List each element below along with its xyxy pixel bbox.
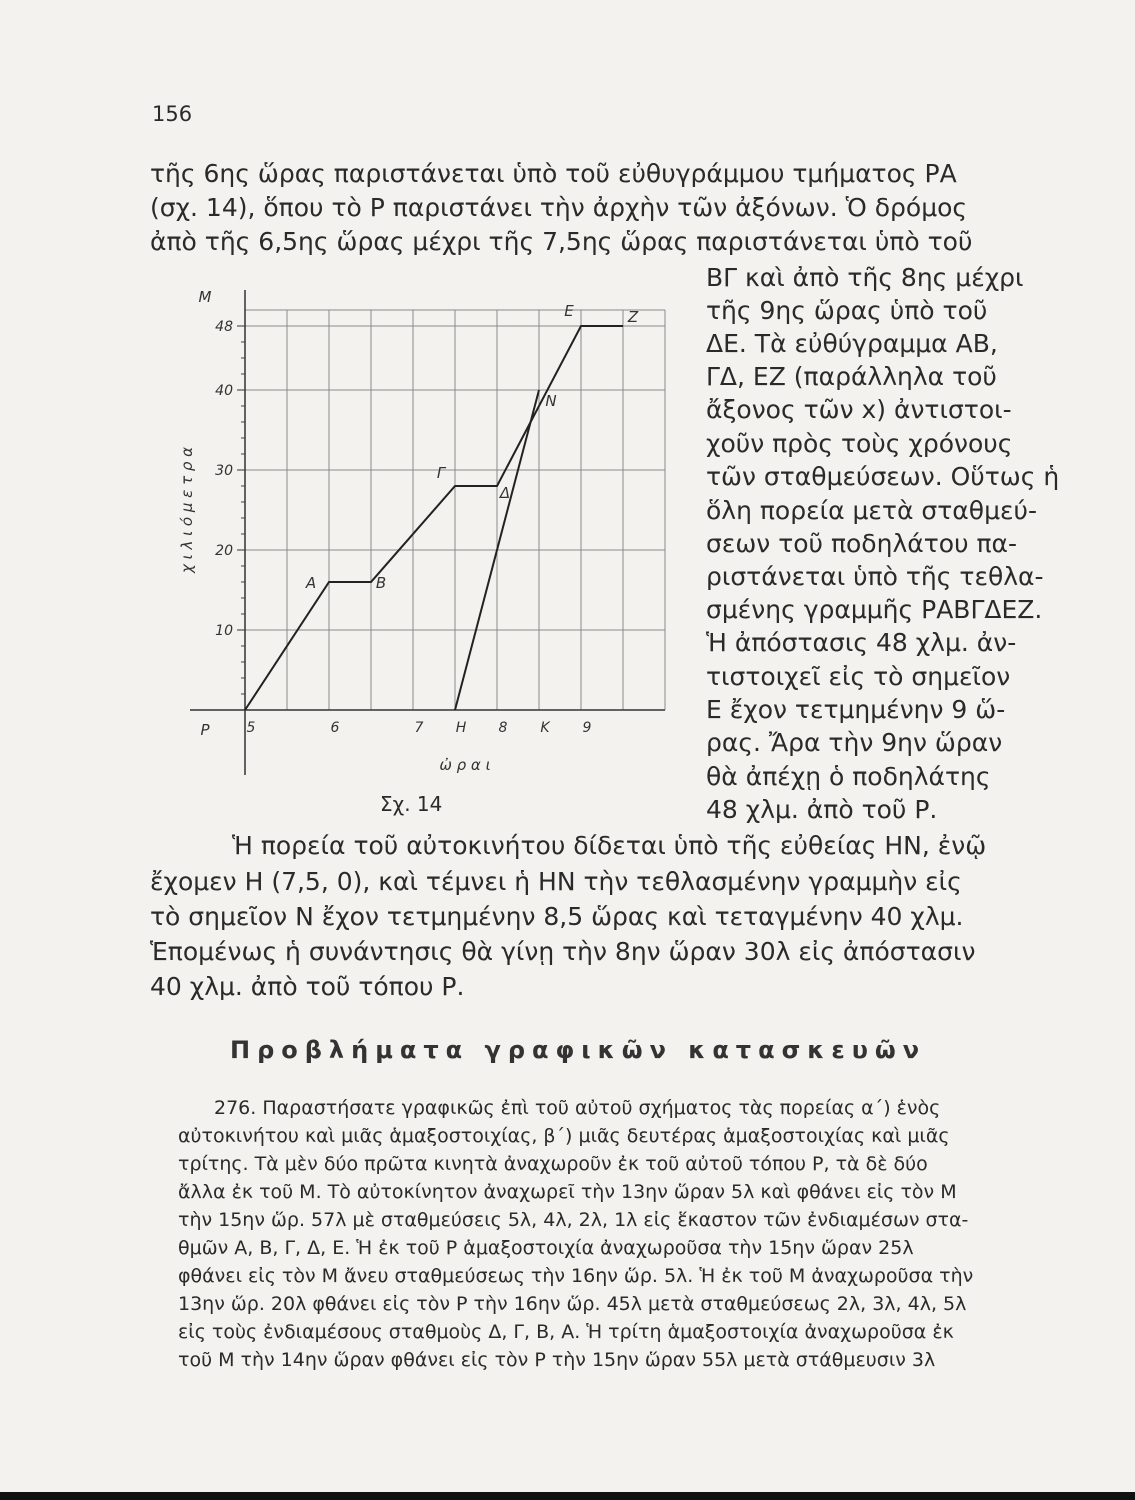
text-line: Ε ἔχον τετμημένην 9 ὥ- (706, 695, 1006, 724)
x-point-label: Η (455, 720, 467, 736)
bicycle-path-line (245, 326, 623, 710)
problem-line: αὐτοκινήτου καὶ μιᾶς ἁμαξοστοιχίας, β΄) μιᾶς δευτέρας ἁμαξοστοιχίας καὶ μιᾶς (178, 1125, 950, 1147)
text-line: χοῦν πρὸς τοὺς χρόνους (706, 429, 1013, 458)
x-axis-label: ὠ ρ α ι (439, 756, 491, 774)
figure-caption: Σχ. 14 (380, 792, 443, 816)
point-label: Ε (564, 302, 574, 320)
point-label: Ν (545, 392, 557, 410)
y-tick-label: 30 (215, 463, 233, 479)
text-line: τῆς 6ης ὥρας παριστάνεται ὑπὸ τοῦ εὐθυγράμμου τμήματος ΡΑ (150, 159, 957, 188)
text-line: τὸ σημεῖον Ν ἔχον τετμημένην 8,5 ὥρας καὶ τεταγμένην 40 χλμ. (150, 902, 964, 931)
text-line: τῶν σταθμεύσεων. Οὕτως ἡ (706, 462, 1060, 491)
y-tick-label: 20 (215, 543, 233, 559)
x-tick-label: 8 (498, 720, 508, 736)
text-line: ΒΓ καὶ ἀπὸ τῆς 8ης μέχρι (706, 263, 1024, 292)
y-tick-label: 40 (215, 383, 233, 399)
y-axis-letter: Μ (198, 288, 212, 306)
text-line: τιστοιχεῖ εἰς τὸ σημεῖον (706, 662, 1011, 691)
problem-line: εἰς τοὺς ἐνδιαμέσους σταθμοὺς Δ, Γ, Β, Α. Ἡ τρίτη ἁμαξοστοιχία ἀναχωροῦσα ἐκ (178, 1321, 954, 1343)
page-number: 156 (152, 102, 193, 126)
text-line: Ἑπομένως ἡ συνάντησις θὰ γίνῃ τὴν 8ην ὥραν 30λ εἰς ἀπόστασιν (150, 937, 976, 966)
text-line: ἀπὸ τῆς 6,5ης ὥρας μέχρι τῆς 7,5ης ὥρας παριστάνεται ὑπὸ τοῦ (150, 227, 973, 256)
text-line: ἔχομεν Η (7,5, 0), καὶ τέμνει ἡ ΗΝ τὴν τεθλασμένην γραμμὴν εἰς (150, 867, 962, 896)
point-label: Δ (499, 484, 511, 502)
text-line: θὰ ἀπέχῃ ὁ ποδηλάτης (706, 762, 991, 791)
text-line: Ἡ πορεία τοῦ αὐτοκινήτου δίδεται ὑπὸ τῆς εὐθείας ΗΝ, ἐνῷ (232, 831, 987, 860)
text-line: 48 χλμ. ἀπὸ τοῦ Ρ. (706, 795, 938, 824)
text-line: ὅλη πορεία μετὰ σταθμεύ- (706, 496, 1037, 525)
problem-line: τοῦ Μ τὴν 14ην ὥραν φθάνει εἰς τὸν Ρ τὴν 15ην ὥραν 55λ μετὰ στάθμευσιν 3λ (178, 1349, 936, 1371)
point-label: Ζ (627, 308, 639, 326)
problem-line: τρίτης. Τὰ μὲν δύο πρῶτα κινητὰ ἀναχωροῦν ἐκ τοῦ αὐτοῦ τόπου Ρ, τὰ δὲ δύο (178, 1153, 928, 1175)
y-tick-label: 10 (215, 623, 233, 639)
text-line: ρας. Ἄρα τὴν 9ην ὥραν (706, 728, 1003, 757)
x-tick-label: 7 (414, 720, 424, 736)
problem-line: ἄλλα ἐκ τοῦ Μ. Τὸ αὐτοκίνητον ἀναχωρεῖ τὴν 13ην ὥραν 5λ καὶ φθάνει εἰς τὸν Μ (178, 1181, 957, 1203)
origin-label: Ρ (200, 721, 210, 739)
x-tick-label: 9 (582, 720, 592, 736)
x-tick-label: 6 (330, 720, 340, 736)
text-line: τῆς 9ης ὥρας ὑπὸ τοῦ (706, 296, 988, 325)
problem-line: 276. Παραστήσατε γραφικῶς ἐπὶ τοῦ αὐτοῦ σχήματος τὰς πορείας α΄) ἑνὸς (214, 1097, 941, 1119)
problem-line: 13ην ὥρ. 20λ φθάνει εἰς τὸν Ρ τὴν 16ην ὥρ. 45λ μετὰ σταθμεύσεως 2λ, 3λ, 4λ, 5λ (178, 1293, 967, 1315)
x-point-label: Κ (540, 720, 550, 736)
scan-edge (0, 1492, 1135, 1500)
text-line: ΓΔ, ΕΖ (παράλληλα τοῦ (706, 362, 997, 391)
text-line: ἄξονος τῶν x) ἀντιστοι- (706, 395, 1012, 424)
problem-line: φθάνει εἰς τὸν Μ ἄνευ σταθμεύσεως τὴν 16ην ὥρ. 5λ. Ἡ ἐκ τοῦ Μ ἀναχωροῦσα τὴν (178, 1265, 974, 1287)
point-label: Β (375, 574, 387, 592)
problem-line: θμῶν Α, Β, Γ, Δ, Ε. Ἡ ἐκ τοῦ Ρ ἁμαξοστοιχία ἀναχωροῦσα τὴν 15ην ὥραν 25λ (178, 1237, 914, 1259)
x-tick-label: 5 (246, 720, 256, 736)
point-label: Α (305, 574, 317, 592)
y-tick-label: 48 (215, 319, 233, 335)
text-line: ριστάνεται ὑπὸ τῆς τεθλα- (706, 562, 1044, 591)
text-line: ΔΕ. Τὰ εὐθύγραμμα ΑΒ, (706, 329, 998, 358)
problem-line: τὴν 15ην ὥρ. 57λ μὲ σταθμεύσεις 5λ, 4λ, 2λ, 1λ εἰς ἕκαστον τῶν ἐνδιαμέσων στα- (178, 1209, 969, 1231)
point-label: Γ (436, 464, 446, 482)
text-line: σεων τοῦ ποδηλάτου πα- (706, 529, 1018, 558)
figure-14-chart (170, 280, 695, 800)
text-line: Ἡ ἀπόστασις 48 χλμ. ἀν- (706, 628, 1017, 657)
section-heading: Προβλήματα γραφικῶν κατασκευῶν (230, 1036, 927, 1064)
y-axis-label: χ ι λ ι ό μ ε τ ρ α (178, 446, 196, 574)
text-line: (σχ. 14), ὅπου τὸ Ρ παριστάνει τὴν ἀρχὴν τῶν ἀξόνων. Ὁ δρόμος (150, 193, 968, 222)
text-line: 40 χλμ. ἀπὸ τοῦ τόπου Ρ. (150, 972, 465, 1001)
text-line: σμένης γραμμῆς ΡΑΒΓΔΕΖ. (706, 595, 1043, 624)
